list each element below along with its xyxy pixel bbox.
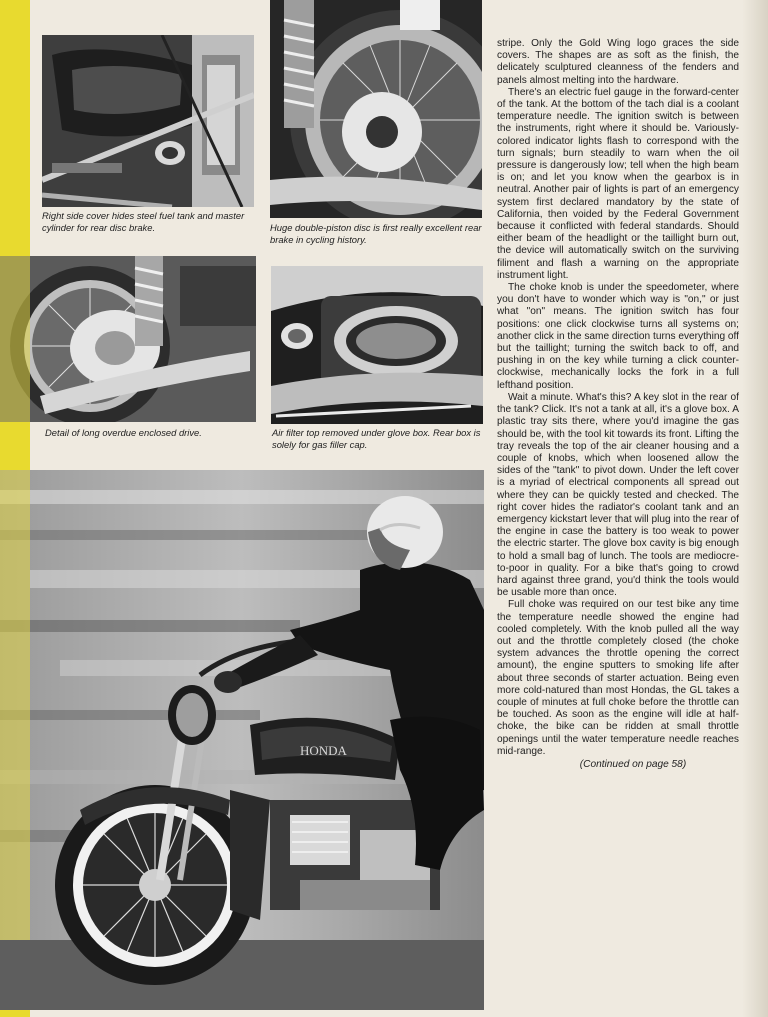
photo-disc-brake [270, 0, 482, 218]
caption-enclosed-drive: Detail of long overdue enclosed drive. [45, 427, 202, 438]
photo-side-cover [42, 35, 254, 207]
photo-air-filter [271, 266, 483, 424]
page-edge-shadow [742, 0, 768, 1017]
caption-disc-brake: Huge double-piston disc is first really excellent rear brake in cycling history. [270, 222, 482, 245]
tank-honda-lettering: HONDA [300, 743, 347, 758]
article-body-column [497, 38, 739, 771]
caption-side-cover: Right side cover hides steel fuel tank and master cylinder for rear disc brake. [42, 210, 245, 233]
article-paragraph: Full choke was required on our test bike any time the temperature needle showed the engine had cooled completely. With the knob pulled all the way out and the throttle completely closed (the choke system advances the throttle opening the correct amount), the engine sputters to smoking life after about three seconds of starter actuation. Being even more cold-natured than most Hondas, the GL takes a couple of minutes at full choke before the throttle can be touched. As soon as the engine will idle at half-choke, the bike can be ridden at small throttle openings until the water temperature needle reaches mid-range. [497, 599, 739, 757]
photo-rider-on-motorcycle [0, 470, 484, 1010]
photo-enclosed-drive [0, 256, 256, 422]
article-paragraph: There's an electric fuel gauge in the forward-center of the tank. At the bottom of the tach dial is a coolant temperature needle. The ignition switch is between the instruments, right where it should be. Variously-colored indicator lights flash to correspond with the turn signals; burn steadily to warn when the oil pressure is dangerously low; tell when the high beam is on; and let you know when the gearbox is in neutral. Another pair of lights is part of an emergency system first declared mandatory by the state of California, then voided by the Federal Government because it conflicted with federal standards. Should either beam of the headlight or the taillight burn out, the device will automatically switch on the surviving filiment and flash a warning on the appropriate instrument light. [497, 86, 739, 281]
article-paragraph: The choke knob is under the speedometer, where you don't have to wonder which way is "on," or just what "on" means. The ignition switch has four positions: one click clockwise turns all systems on; another click in the same direction turns everything off but the taillight; turning the switch back to off, and pushing in on the key while turning a click counter-clockwise, mechanically locks the fork in a full lefthand position. [497, 282, 739, 391]
caption-air-filter: Air filter top removed under glove box. Rear box is solely for gas filler cap. [272, 427, 481, 450]
article-paragraph: Wait a minute. What's this? A key slot in the rear of the tank? Click. It's not a tank at all, it's a glove box. A plastic tray sits there, where you'd imagine the gas should be, with the tool kit towards its front. Lifting the tray reveals the top of the air cleaner housing and a couple of knobs, which when loosened allow the sides of the "tank" to pivot down. Under the left cover is a myriad of electrical components all spread out where they can be quickly tested and checked. The right cover hides the radiator's coolant tank and an emergency kickstart lever that will plug into the rear of the engine in case the battery is too weak to power the electric starter. The glove box cavity is big enough to hold a small bag of lunch. The tools are mediocre-to-poor in quality. For a bike that's going to crowd hard against three grand, you'd think the tools would be usable more than once. [497, 391, 739, 599]
continued-on-page-note: (Continued on page 58) [579, 758, 687, 770]
article-paragraph: stripe. Only the Gold Wing logo graces the side covers. The shapes are as soft as the finish, the delicately sculptured cleanness of the fenders and panels almost melting into the hardware. [497, 38, 739, 86]
